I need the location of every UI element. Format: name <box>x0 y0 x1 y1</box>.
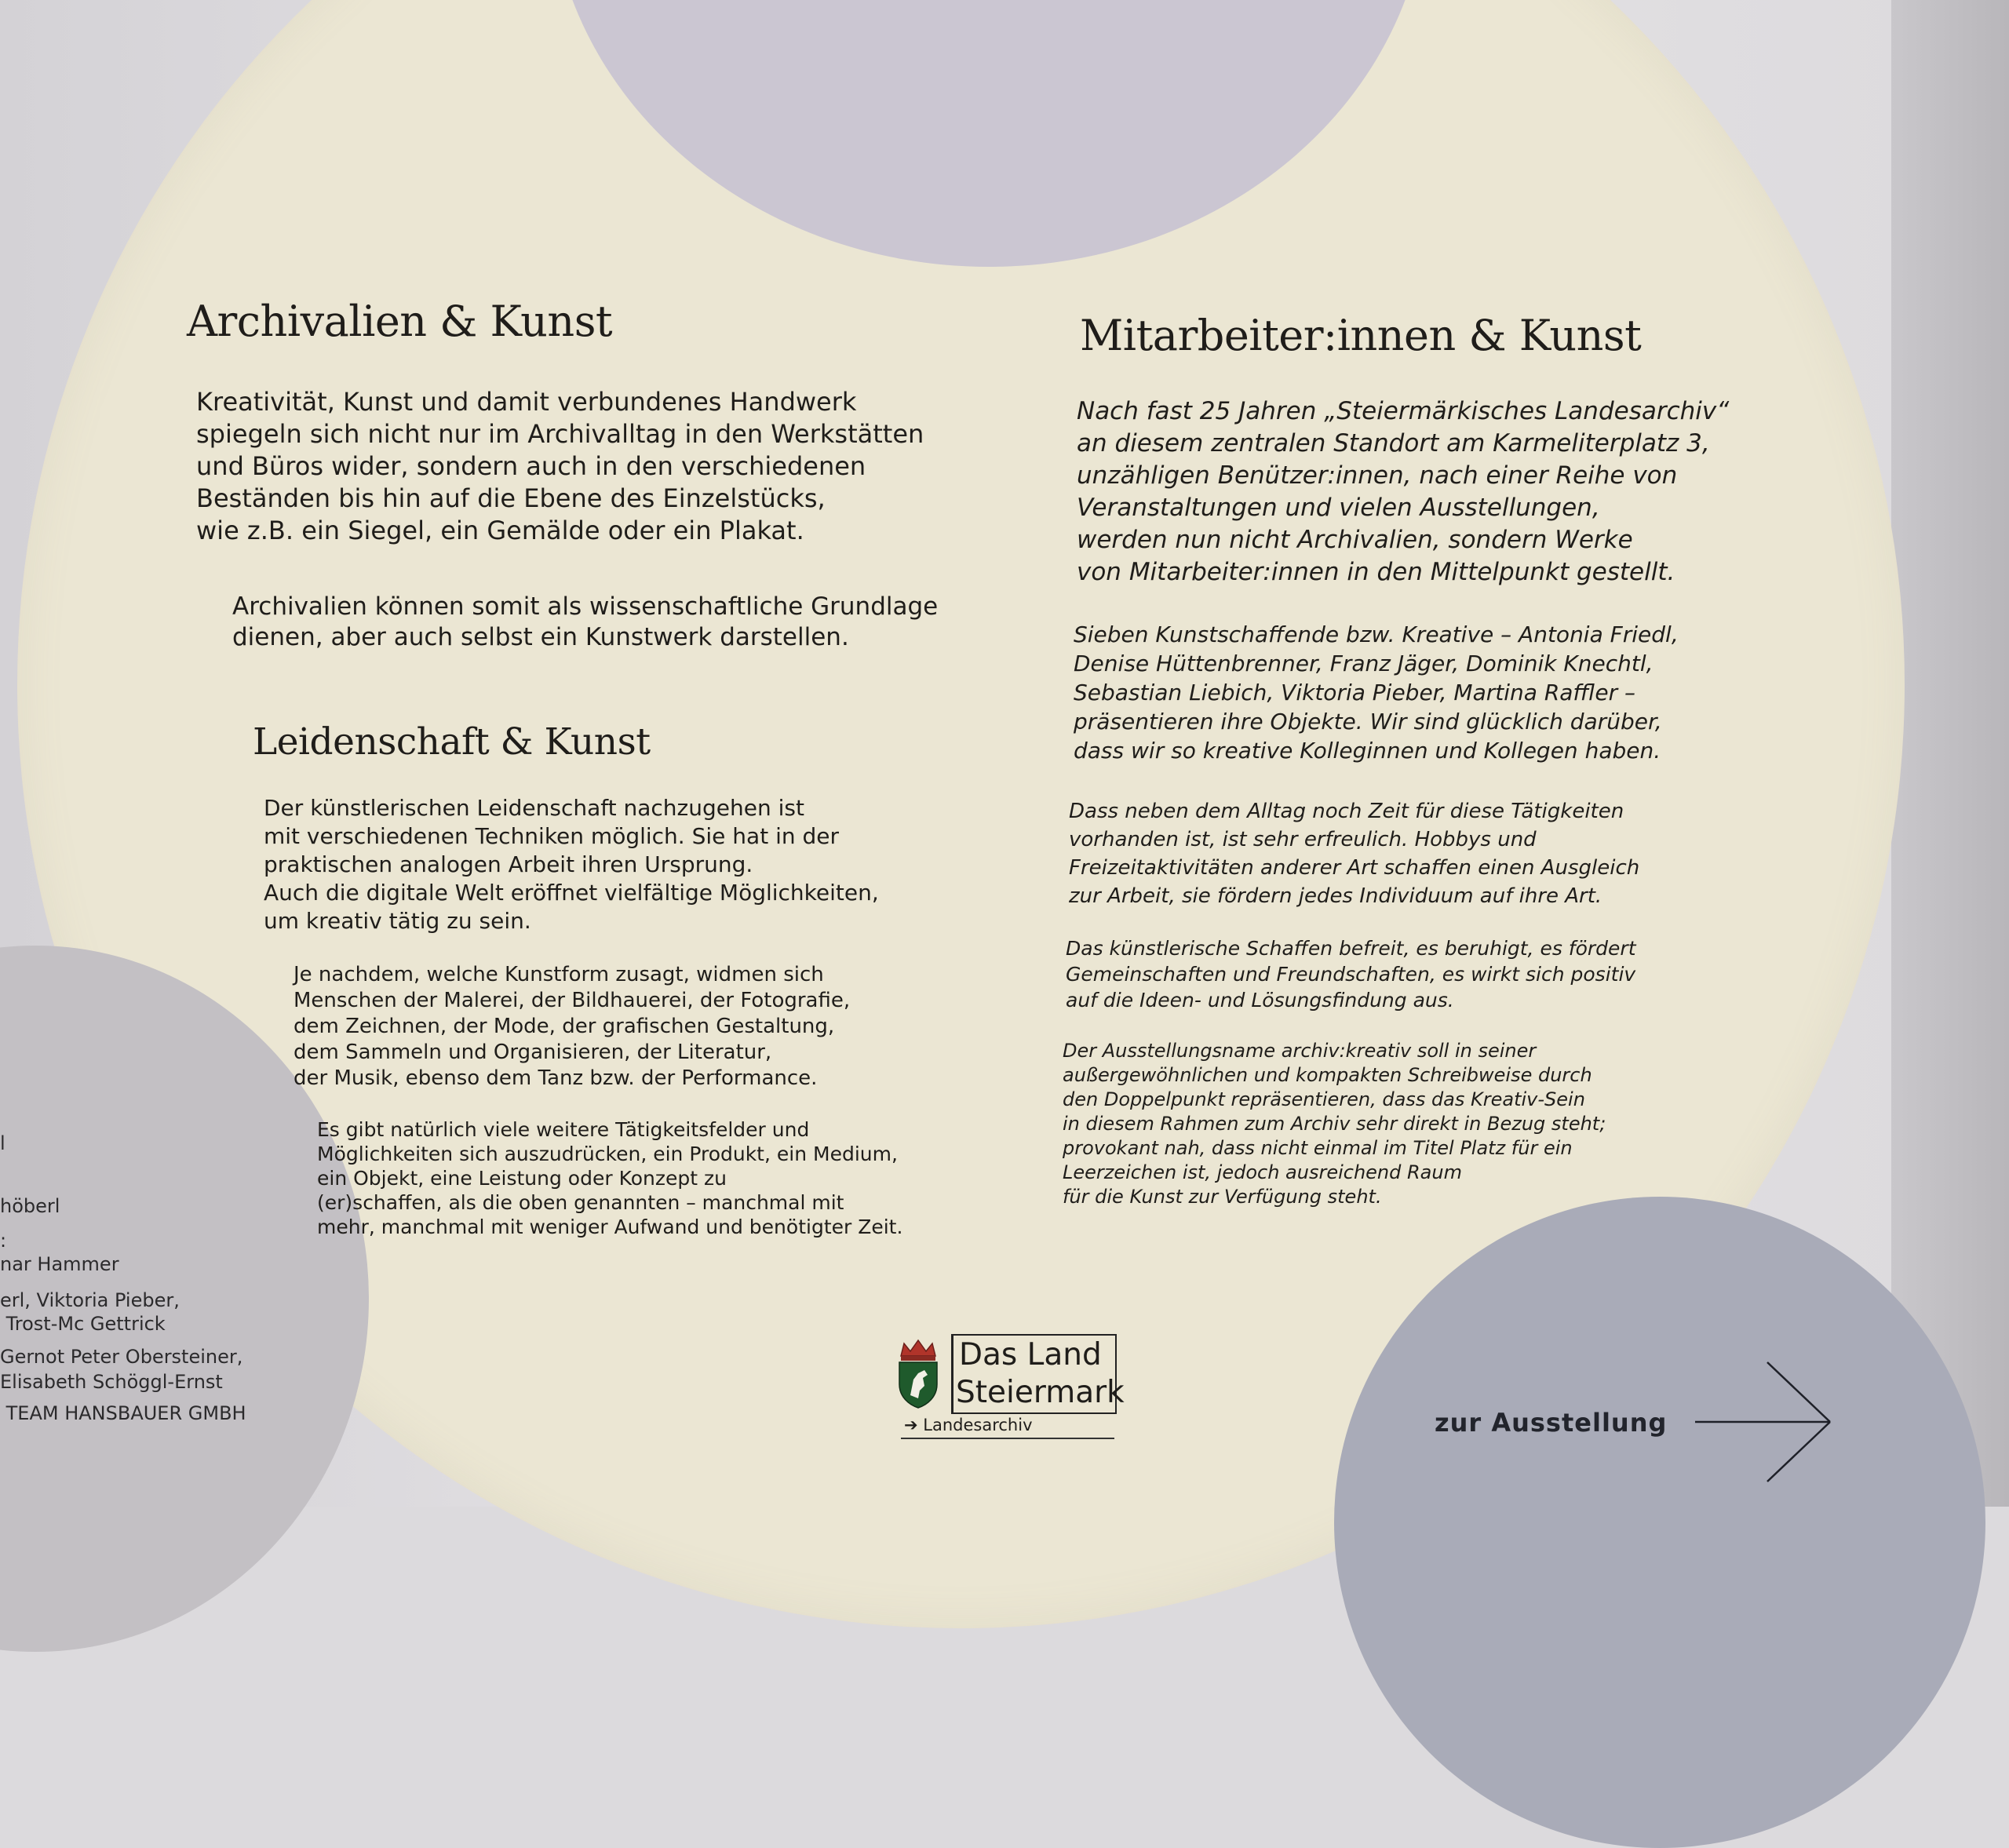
paragraph-archivalien-1 <box>196 386 924 547</box>
paragraph-leidenschaft-2 <box>294 962 850 1092</box>
paragraph-archivalien-2 <box>232 592 938 653</box>
text-line: Sebastian Liebich, Viktoria Pieber, Martina Raffler – <box>1074 680 1636 705</box>
wall-corner <box>1891 0 2009 1507</box>
text-line: für die Kunst zur Verfügung steht. <box>1063 1186 1382 1208</box>
text-line: unzähligen Benützer:innen, nach einer Reihe von <box>1077 461 1678 490</box>
text-line: auf die Ideen- und Lösungsfindung aus. <box>1066 989 1454 1011</box>
text-line: außergewöhnlichen und kompakten Schreibweise durch <box>1063 1064 1592 1086</box>
credit-line: höberl <box>0 1195 60 1217</box>
text-line: Beständen bis hin auf die Ebene des Einzelstücks, <box>196 483 826 513</box>
logo-text-das-land: Das Land <box>959 1337 1102 1372</box>
paragraph-mitarbeiter-5 <box>1063 1039 1606 1209</box>
credit-line: Trost-Mc Gettrick <box>0 1313 166 1335</box>
zur-ausstellung-label: zur Ausstellung <box>1435 1408 1668 1438</box>
credit-line: TEAM HANSBAUER GMBH <box>0 1402 246 1424</box>
logo-text-steiermark: Steiermark <box>956 1375 1125 1410</box>
heading-archivalien-kunst: Archivalien & Kunst <box>187 297 613 346</box>
text-line: Möglichkeiten sich auszudrücken, ein Produkt, ein Medium, <box>317 1143 898 1165</box>
text-line: Es gibt natürlich viele weitere Tätigkeitsfelder und <box>317 1118 810 1141</box>
text-line: präsentieren ihre Objekte. Wir sind glücklich darüber, <box>1074 709 1662 734</box>
credit-line: nar Hammer <box>0 1253 119 1275</box>
cta-circle <box>1334 1197 1985 1848</box>
text-line: Sieben Kunstschaffende bzw. Kreative – Antonia Friedl, <box>1074 621 1679 647</box>
text-line: und Büros wider, sondern auch in den verschiedenen <box>196 451 866 481</box>
text-line: spiegeln sich nicht nur im Archivalltag in den Werkstätten <box>196 419 924 449</box>
credit-line: : <box>0 1230 7 1252</box>
text-line: Freizeitaktivitäten anderer Art schaffen einen Ausgleich <box>1069 856 1640 880</box>
credit-line: erl, Viktoria Pieber, <box>0 1289 180 1311</box>
text-line: Dass neben dem Alltag noch Zeit für diese Tätigkeiten <box>1069 800 1624 823</box>
logo-underline <box>901 1438 1114 1439</box>
credit-line: Gernot Peter Obersteiner, <box>0 1346 243 1368</box>
text-line: dem Zeichnen, der Mode, der grafischen Gestaltung, <box>294 1015 835 1038</box>
text-line: von Mitarbeiter:innen in den Mittelpunkt gestellt. <box>1077 558 1675 586</box>
text-line: Gemeinschaften und Freundschaften, es wirkt sich positiv <box>1066 963 1636 986</box>
text-line: praktischen analogen Arbeit ihren Ursprung. <box>264 851 753 877</box>
paragraph-leidenschaft-3 <box>317 1117 902 1239</box>
text-line: Menschen der Malerei, der Bildhauerei, der Fotografie, <box>294 989 851 1012</box>
heading-mitarbeiter-kunst: Mitarbeiter:innen & Kunst <box>1080 311 1642 360</box>
logo-text-landesarchiv: ➔ Landesarchiv <box>904 1416 1033 1434</box>
text-line: in diesem Rahmen zum Archiv sehr direkt in Bezug steht; <box>1063 1113 1606 1135</box>
text-line: den Doppelpunkt repräsentieren, dass das Kreativ-Sein <box>1063 1088 1585 1110</box>
text-line: an diesem zentralen Standort am Karmeliterplatz 3, <box>1077 429 1710 457</box>
text-line: Das künstlerische Schaffen befreit, es beruhigt, es fördert <box>1066 937 1636 960</box>
text-line: Der Ausstellungsname archiv:kreativ soll in seiner <box>1063 1040 1537 1062</box>
heading-leidenschaft-kunst: Leidenschaft & Kunst <box>253 720 651 764</box>
text-line: wie z.B. ein Siegel, ein Gemälde oder ein Plakat. <box>196 516 804 545</box>
text-line: Der künstlerischen Leidenschaft nachzugehen ist <box>264 795 804 821</box>
coat-of-arms-icon <box>895 1339 942 1409</box>
text-line: mehr, manchmal mit weniger Aufwand und benötigter Zeit. <box>317 1216 903 1238</box>
text-line: provokant nah, dass nicht einmal im Titel Platz für ein <box>1063 1137 1573 1159</box>
paragraph-mitarbeiter-1 <box>1077 395 1729 589</box>
text-line: der Musik, ebenso dem Tanz bzw. der Performance. <box>294 1066 818 1090</box>
text-line: dass wir so kreative Kolleginnen und Kollegen haben. <box>1074 738 1661 764</box>
text-line: (er)schaffen, als die oben genannten – manchmal mit <box>317 1191 844 1214</box>
text-line: Kreativität, Kunst und damit verbundenes Handwerk <box>196 387 857 417</box>
text-line: Denise Hüttenbrenner, Franz Jäger, Dominik Knechtl, <box>1074 651 1654 676</box>
text-line: werden nun nicht Archivalien, sondern Werke <box>1077 526 1633 554</box>
text-line: vorhanden ist, ist sehr erfreulich. Hobbys und <box>1069 828 1537 851</box>
text-line: Veranstaltungen und vielen Ausstellungen, <box>1077 494 1600 522</box>
paragraph-mitarbeiter-2 <box>1074 620 1679 765</box>
paragraph-mitarbeiter-4 <box>1066 935 1636 1013</box>
text-line: Nach fast 25 Jahren „Steiermärkisches Landesarchiv“ <box>1077 397 1730 425</box>
text-line: Archivalien können somit als wissenschaftliche Grundlage <box>232 592 939 621</box>
paragraph-mitarbeiter-3 <box>1069 797 1639 910</box>
paragraph-leidenschaft-1 <box>264 794 879 935</box>
text-line: ein Objekt, eine Leistung oder Konzept zu <box>317 1167 727 1190</box>
text-line: zur Arbeit, sie fördern jedes Individuum auf ihre Art. <box>1069 884 1602 908</box>
credit-line: Elisabeth Schöggl-Ernst <box>0 1371 223 1393</box>
credits-list <box>0 1130 246 1424</box>
land-steiermark-logo <box>895 1334 1125 1444</box>
text-line: um kreativ tätig zu sein. <box>264 908 531 934</box>
text-line: dienen, aber auch selbst ein Kunstwerk darstellen. <box>232 623 849 651</box>
text-line: Je nachdem, welche Kunstform zusagt, widmen sich <box>294 963 824 986</box>
text-line: mit verschiedenen Techniken möglich. Sie hat in der <box>264 823 840 849</box>
credit-line: l <box>0 1132 5 1154</box>
text-line: Auch die digitale Welt eröffnet vielfältige Möglichkeiten, <box>264 880 879 906</box>
text-line: dem Sammeln und Organisieren, der Literatur, <box>294 1041 772 1064</box>
text-line: Leerzeichen ist, jedoch ausreichend Raum <box>1063 1161 1462 1183</box>
arrow-right-icon <box>1695 1359 1836 1485</box>
